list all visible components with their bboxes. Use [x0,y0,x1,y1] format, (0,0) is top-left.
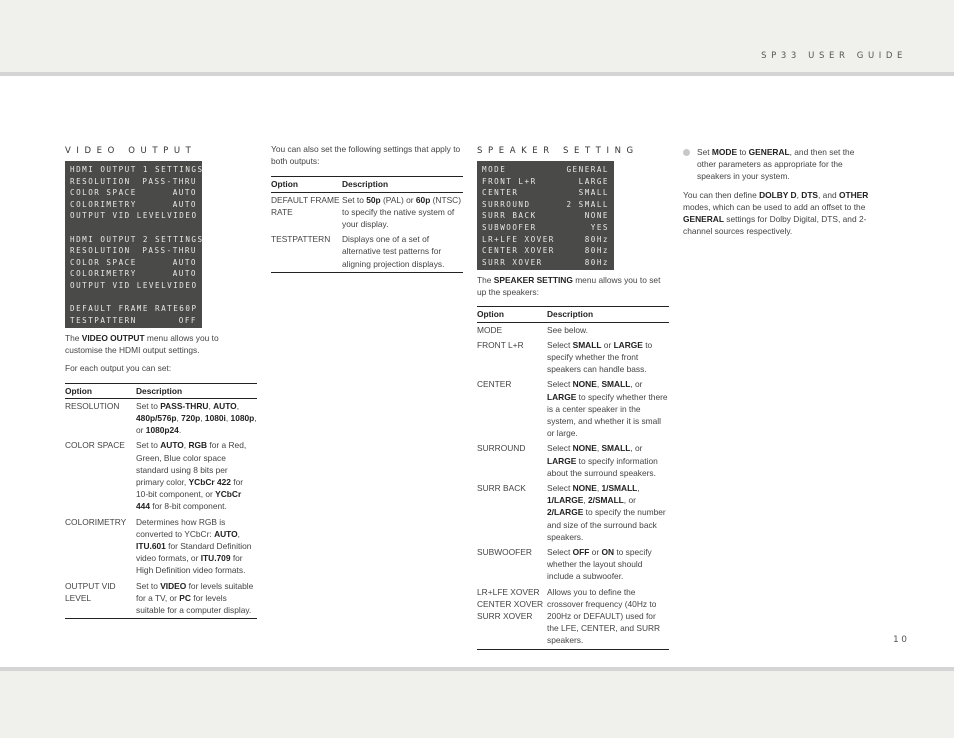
video-output-menu-screen [65,161,202,328]
screen-row-label: TESTPATTERN [70,315,137,325]
both-outputs-intro: You can also set the following settings that apply to both outputs: [271,144,461,167]
screen-row-label: SURR BACK [482,211,537,221]
screen-row-value: GENERAL [566,165,609,174]
screen-row-value: LARGE [578,176,609,186]
description-cell: Select OFF or ON to specify whether the layout should include a subwoofer. [547,547,652,582]
option-cell: FRONT L+R [477,339,524,350]
table-row [477,481,669,545]
screen-row-label: HDMI OUTPUT 1 SETTINGS [70,165,204,174]
description-cell: Displays one of a set of alternative test patterns for aligning projection displays. [342,234,445,269]
description-cell: Allows you to define the crossover frequency (40Hz to 200Hz or DEFAULT) used for the LFE, CENTER, and SURR speakers. [547,586,661,646]
screen-menu-row [70,187,197,199]
table-row [477,545,669,585]
col-option-header: Option [477,307,547,322]
speaker-setting-column [477,145,669,650]
option-cell: SUBWOOFER [477,547,532,558]
screen-row-value: YES [590,222,609,232]
screen-row-label: FRONT L+R [482,176,537,186]
description-cell: Set to AUTO, RGB for a Red, Green, Blue color space standard using 8 bits per primary color, YCbCr 422 for 10-bit component, or YCbCr 444 for 8-bit component. [136,440,247,512]
option-cell: COLORIMETRY [65,516,127,527]
screen-row-value: 80Hz [584,246,609,256]
screen-row-value: AUTO [172,199,197,209]
table-row [65,398,257,438]
description-cell: Select NONE, SMALL, or LARGE to specify whether there is a center speaker in the system, and whether it is small or large. [547,379,668,439]
table-row [271,232,463,272]
screen-menu-row [70,257,197,269]
description-cell: See below. [547,324,588,335]
col-description-header: Description [547,307,669,322]
screen-menu-row [482,222,609,234]
screen-row-value: OFF [178,315,197,325]
option-cell: DEFAULT FRAME RATE [271,194,340,217]
screen-menu-row [482,176,609,188]
option-cell: OUTPUT VID LEVEL [65,580,116,603]
option-cell: CENTER [477,379,512,390]
speaker-setting-heading: SPEAKER SETTING [477,146,639,156]
video-output-intro: The VIDEO OUTPUT menu allows you to customise the HDMI output settings. [65,333,219,356]
option-cell: TESTPATTERN [271,234,331,245]
mode-notes-column [683,146,869,243]
screen-row-value: PASS-THRU [142,246,197,256]
screen-row-label: RESOLUTION [70,246,131,256]
both-outputs-options-table [271,176,463,272]
screen-menu-row [482,245,609,257]
description-cell: Select NONE, SMALL, or LARGE to specify information about the surround speakers. [547,443,658,478]
screen-row-label: COLORIMETRY [70,269,137,279]
screen-row-label: SUBWOOFER [482,222,537,232]
option-cell: RESOLUTION [65,400,120,411]
screen-row-label: CENTER XOVER [482,246,555,256]
description-cell: Set to PASS-THRU, AUTO, 480p/576p, 720p, 1080i, 1080p, or 1080p24. [136,400,257,436]
option-cell: SURR BACK [477,483,526,494]
option-cell: SURROUND [477,443,526,454]
table-row [477,585,669,650]
video-output-options-table [65,383,257,620]
screen-row-value: 80Hz [584,257,609,267]
table-row [65,515,257,579]
description-cell: Select SMALL or LARGE to specify whether the front speakers can handle bass. [547,339,653,375]
screen-menu-row [482,199,609,211]
screen-row-label: COLOR SPACE [70,188,137,198]
mode-notes-paragraph: You can then define DOLBY D, DTS, and OTHER modes, which can be used to add an offset to the GENERAL settings for Dolby Digital, DTS, and 2-channel sources respectively. [683,189,869,237]
screen-row-value: AUTO [172,188,197,198]
footer-band [0,671,954,738]
screen-row-label: SURR XOVER [482,257,543,267]
screen-menu-row [482,187,609,199]
col-description-header: Description [342,177,463,192]
screen-menu-row [70,234,204,246]
screen-row-label: MODE [482,165,507,174]
screen-menu-row [70,245,197,257]
screen-row-value: NONE [584,211,609,221]
screen-menu-row [70,280,197,292]
table-row [65,579,257,619]
option-cell: COLOR SPACE [65,440,125,451]
screen-menu-row [482,164,609,176]
screen-row-value: 60P [179,304,198,314]
page-number: 10 [893,635,910,645]
table-row [271,192,463,232]
video-output-heading: VIDEO OUTPUT [65,146,197,156]
screen-row-value: 2 SMALL [566,199,609,209]
description-cell: Set to 50p (PAL) or 60p (NTSC) to specify the native system of your display. [342,194,462,230]
mode-bullet-text: Set MODE to GENERAL, and then set the other parameters as appropriate for the speakers in your system. [697,147,855,182]
screen-menu-row [482,234,609,246]
screen-row-value: PASS-THRU [142,176,197,186]
screen-menu-row [70,176,197,188]
screen-row-value: AUTO [172,257,197,267]
screen-row-label: OUTPUT VID LEVEL [70,211,168,221]
table-row [477,441,669,481]
screen-row-value: VIDEO [167,211,198,221]
screen-menu-row [70,268,197,280]
screen-menu-row [70,303,197,315]
table-row [477,377,669,441]
screen-row-label: COLOR SPACE [70,257,137,267]
screen-row-label: COLORIMETRY [70,199,137,209]
video-output-column [65,145,257,619]
mode-bullet-item [683,146,869,189]
screen-blank-row [70,222,197,234]
screen-menu-row [70,199,197,211]
col-description-header: Description [136,383,257,398]
screen-row-label: RESOLUTION [70,176,131,186]
table-row [65,438,257,514]
table-row [477,322,669,338]
screen-menu-row [70,210,197,222]
screen-row-value: VIDEO [167,280,198,290]
screen-menu-row [70,315,197,327]
speaker-setting-menu-screen [477,161,614,270]
col-option-header: Option [65,383,136,398]
guide-title: SP33 USER GUIDE [761,51,907,61]
description-cell: Determines how RGB is converted to YCbCr: AUTO, ITU.601 for Standard Definition video formats, or ITU.709 for High Definition video formats. [136,516,252,576]
header-divider [0,72,954,76]
description-cell: Select NONE, 1/SMALL, 1/LARGE, 2/SMALL, or 2/LARGE to specify the number and size of the surround back speakers. [547,483,666,542]
screen-blank-row [70,292,197,304]
video-output-lead: For each output you can set: [65,363,172,374]
screen-menu-row [482,257,609,269]
screen-row-value: 80Hz [584,234,609,244]
table-row [477,338,669,378]
option-cell: LR+LFE XOVER CENTER XOVER SURR XOVER [477,586,544,622]
both-outputs-column [271,143,463,273]
option-cell: MODE [477,324,503,335]
screen-row-value: SMALL [578,188,609,198]
speaker-setting-options-table [477,306,669,649]
description-cell: Set to VIDEO for levels suitable for a TV, or PC for levels suitable for a computer display. [136,580,254,616]
col-option-header: Option [271,177,342,192]
screen-row-label: HDMI OUTPUT 2 SETTINGS [70,234,204,244]
screen-row-label: SURROUND [482,199,531,209]
screen-row-label: CENTER [482,188,519,198]
speaker-setting-intro: The SPEAKER SETTING menu allows you to set up the speakers: [477,275,661,298]
screen-row-label: DEFAULT FRAME RATE [70,304,180,314]
screen-menu-row [70,164,204,176]
screen-row-label: LR+LFE XOVER [482,234,555,244]
screen-row-value: AUTO [172,269,197,279]
bullet-icon [683,149,690,156]
screen-row-label: OUTPUT VID LEVEL [70,280,168,290]
screen-menu-row [482,210,609,222]
